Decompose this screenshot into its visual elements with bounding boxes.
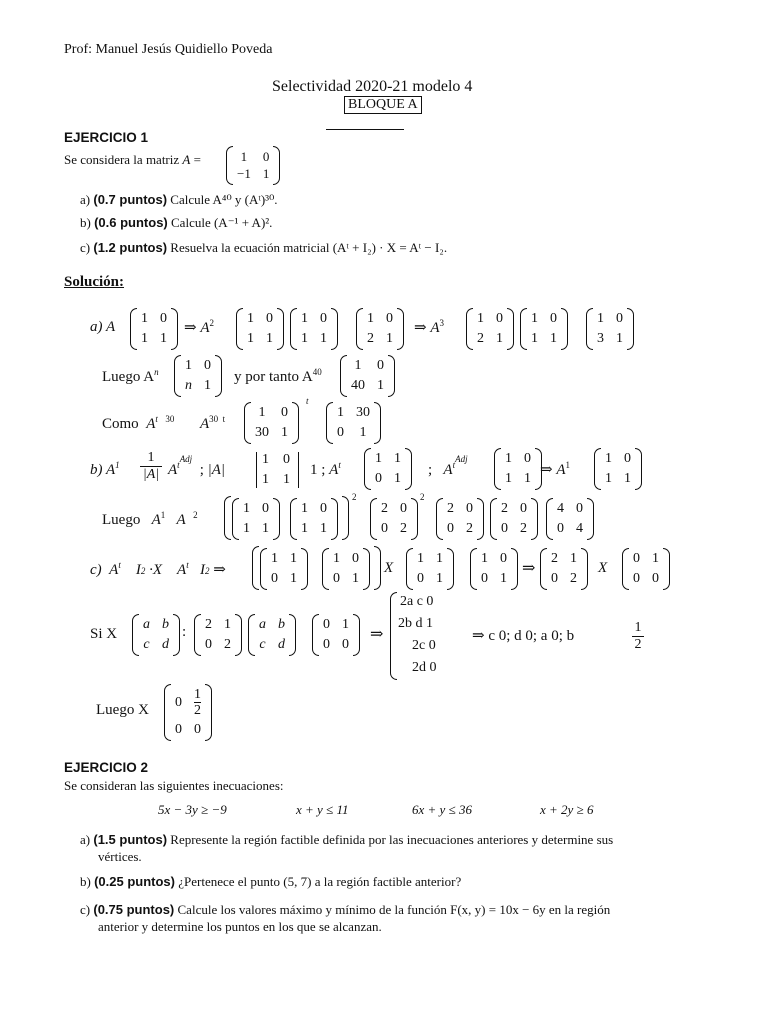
- sol-colon: :: [182, 624, 187, 640]
- sol-sys-arrow: ⇒: [370, 626, 384, 643]
- sol-como-m2: 1 30 0 1: [326, 402, 381, 444]
- sol-luego-label: Luego $A^n$: [102, 367, 159, 385]
- sol-a-m1: 1 0 1 1: [130, 308, 178, 350]
- ej1-part-c: c) (1.2 puntos) Resuelva la ecuación matricial (Aᵗ + I₂) · X = Aᵗ − I₂.: [80, 240, 448, 255]
- sol-b-m2: 1 0 1 1: [494, 448, 542, 490]
- result-fraction: 1 2: [632, 620, 644, 653]
- author-line: Prof: Manuel Jesús Quidiello Poveda: [64, 42, 273, 57]
- sol-a-arrow2: ⇒ $A^3$: [414, 318, 444, 336]
- sol-a-m2: 1 0 1 1: [236, 308, 284, 350]
- ej2-part-c-cont: anterior y determine los puntos en los que se alcanzan.: [98, 919, 382, 934]
- sol-sq-m4: 2 0 0 2: [436, 498, 484, 540]
- ej2-part-a: a) (1.5 puntos) Represente la región factible definida por las inecuaciones anteriores y determine sus: [80, 832, 614, 847]
- sol-x-m1: 2 1 0 2: [194, 614, 242, 656]
- sol-transpose-mark: t: [306, 396, 309, 406]
- sol-a40-matrix: 1 0 40 1: [340, 355, 395, 397]
- system-result: ⇒ c 0; d 0; a 0; b: [472, 628, 575, 644]
- sol-sq-m1: 1 0 1 1: [232, 498, 280, 540]
- sol-c-m2: 1 0 0 1: [322, 548, 370, 590]
- big-paren-right: [342, 496, 349, 540]
- sol-six-label: Si X: [90, 626, 118, 642]
- page-title: Selectividad 2020-21 modelo 4: [272, 78, 473, 95]
- sol-c-x2: X: [598, 560, 608, 576]
- sol-como-label: Como $A^t$ $^{30}$: [102, 414, 175, 432]
- sol-luego3-label: Luego X: [96, 702, 149, 718]
- sol-an-matrix: 1 0 n 1: [174, 355, 222, 397]
- sol-c-m6: 0 1 0 0: [622, 548, 670, 590]
- c-big-paren-left: [252, 546, 259, 590]
- sol-a-m5: 1 0 2 1: [466, 308, 514, 350]
- system-eq1: 2a c 0: [400, 594, 434, 609]
- sol-a-label: a) A: [90, 319, 116, 335]
- sol-b-label: b) $A^1$: [90, 460, 120, 478]
- solucion-heading: Solución:: [64, 274, 125, 290]
- system-eq3: 2c 0: [412, 638, 436, 653]
- c-big-paren-right: [374, 546, 381, 590]
- sol-x-abcd: a b c d: [132, 614, 180, 656]
- det-bar-right: [298, 452, 299, 488]
- ineq-4: x + 2y ≥ 6: [540, 802, 594, 817]
- sol-c-m4: 1 0 0 1: [470, 548, 518, 590]
- sol-c-m5: 2 1 0 2: [540, 548, 588, 590]
- sol-b-fraction: 1 |A|: [140, 450, 162, 483]
- system-brace: [390, 592, 397, 680]
- system-eq2: 2b d 1: [398, 616, 433, 631]
- sol-b-at: 1 ; $A^t$: [310, 460, 341, 478]
- matrix-A: 1 0 −1 1: [226, 146, 280, 185]
- sol-a-m3: 1 0 1 1: [290, 308, 338, 350]
- sol-c-m3: 1 1 0 1: [406, 548, 454, 590]
- sol-b-arrow: ⇒ $A^1$: [540, 460, 570, 478]
- sol-x-m3: 0 1 0 0: [312, 614, 360, 656]
- ejercicio2-heading: EJERCICIO 2: [64, 760, 149, 775]
- sol-sq-m5: 2 0 0 2: [490, 498, 538, 540]
- sol-a-m4: 1 0 2 1: [356, 308, 404, 350]
- sol-c-x1: X: [384, 560, 394, 576]
- ej2-part-b: b) (0.25 puntos) ¿Pertenece el punto (5, 7) a la región factible anterior?: [80, 874, 462, 889]
- ejercicio1-heading: EJERCICIO 1: [64, 130, 149, 145]
- ineq-2: x + y ≤ 11: [296, 802, 349, 817]
- sol-por-tanto: y por tanto $A^{40}$: [234, 367, 322, 385]
- sol-c-arrow: ⇒: [522, 560, 536, 577]
- ineq-3: 6x + y ≤ 36: [412, 802, 472, 817]
- sol-sq-m2: 1 0 1 1: [290, 498, 338, 540]
- sol-x-final: 0 1 2 0 0: [164, 684, 212, 741]
- sol-luego2-label: Luego $A^1$ A $^2$: [102, 510, 198, 528]
- sol-b-m3: 1 0 1 1: [594, 448, 642, 490]
- sol-c-label: c) $A^t$ I2 ·X $A^t$ I2 ⇒: [90, 560, 226, 578]
- ejercicio1-intro: Se considera la matriz A =: [64, 152, 201, 167]
- det-values: 1 0 1 1: [262, 452, 290, 487]
- title-rule: [326, 129, 404, 130]
- ej1-part-a: a) (0.7 puntos) Calcule A⁴⁰ y (Aᵗ)³⁰.: [80, 192, 278, 207]
- sol-sq-m6: 4 0 0 4: [546, 498, 594, 540]
- ineq-1: 5x − 3y ≥ −9: [158, 802, 227, 817]
- sol-sq-exp2: 2: [420, 492, 425, 502]
- sol-a30t: $A^{30 t}$: [200, 414, 226, 432]
- sol-x-m2: a b c d: [248, 614, 296, 656]
- sol-b-m1: 1 1 0 1: [364, 448, 412, 490]
- sol-a-m7: 1 0 3 1: [586, 308, 634, 350]
- sol-como-m1: 1 0 30 1: [244, 402, 299, 444]
- sol-c-m1: 1 1 0 1: [260, 548, 308, 590]
- sol-b-semicolon: ; $A^{tAdj}$: [428, 454, 468, 478]
- bloque-label: BLOQUE A: [344, 96, 422, 114]
- sol-sq-m3: 2 0 0 2: [370, 498, 418, 540]
- system-eq4: 2d 0: [412, 660, 437, 675]
- ej2-part-a-cont: vértices.: [98, 849, 142, 864]
- sol-a-arrow1: ⇒ $A^2$: [184, 318, 214, 336]
- sol-sq-exp1: 2: [352, 492, 357, 502]
- big-paren-left: [224, 496, 231, 540]
- ej2-part-c: c) (0.75 puntos) Calcule los valores máximo y mínimo de la función F(x, y) = 10x − 6y en la región: [80, 902, 611, 917]
- sol-b-adj: $A^{tAdj}$ ; |A|: [168, 454, 226, 478]
- det-bar-left: [256, 452, 257, 488]
- sol-a-m6: 1 0 1 1: [520, 308, 568, 350]
- ejercicio2-intro: Se consideran las siguientes inecuaciones:: [64, 778, 284, 793]
- ej1-part-b: b) (0.6 puntos) Calcule (A⁻¹ + A)².: [80, 215, 273, 230]
